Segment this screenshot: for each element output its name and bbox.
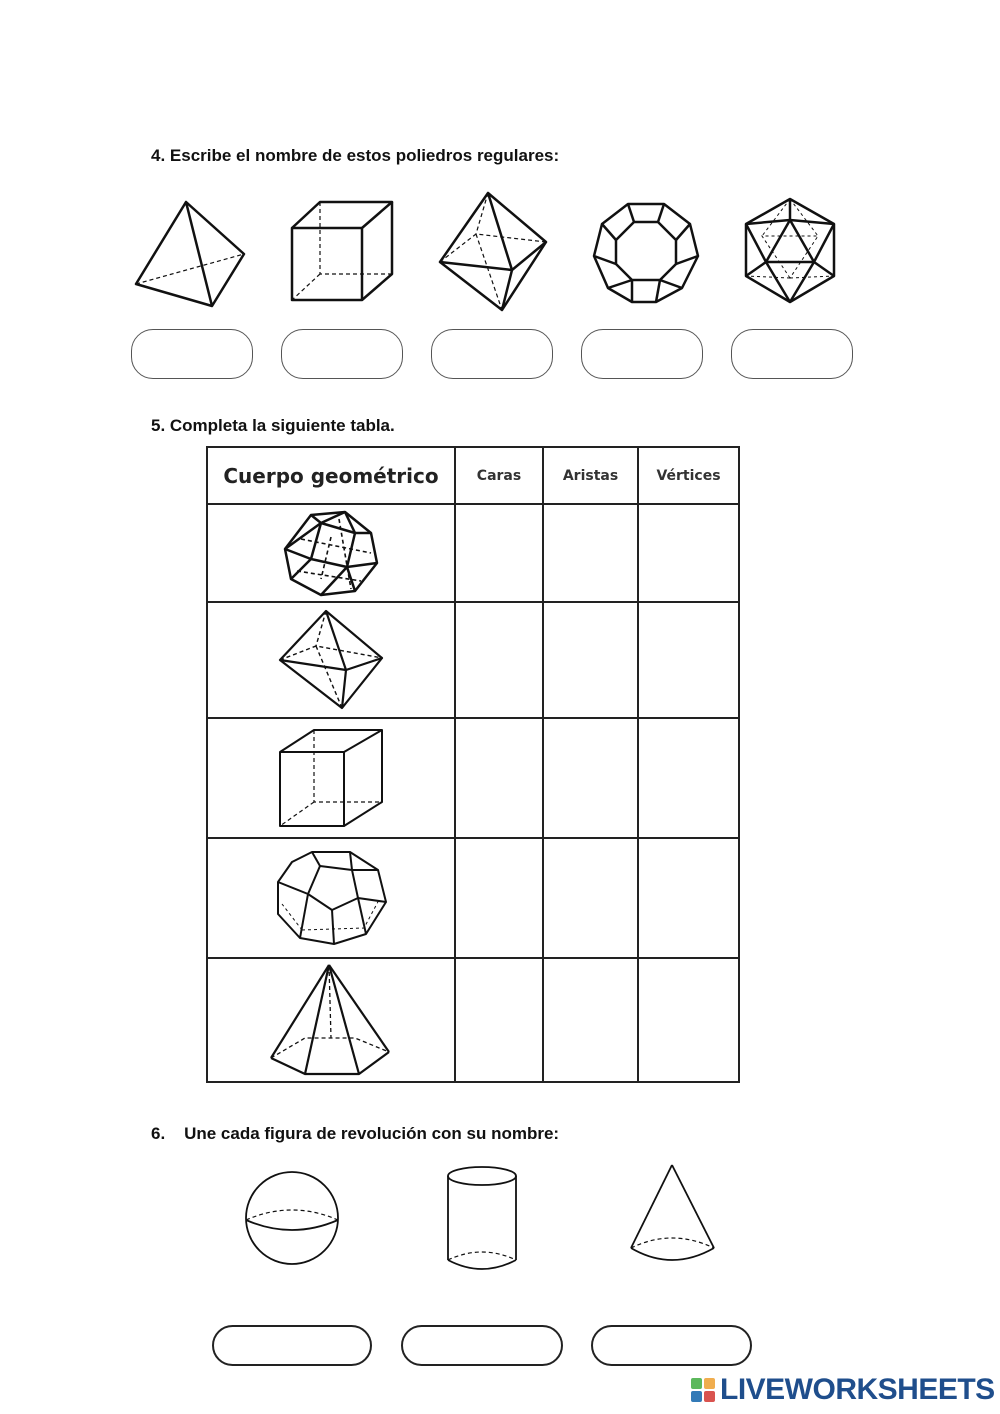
vertices-cell[interactable]: [638, 958, 739, 1082]
pentagonal-pyramid-icon: [269, 962, 393, 1078]
section-6-heading: 6. Une cada figura de revolución con su nombre:: [151, 1124, 560, 1143]
cone-icon: [628, 1162, 718, 1270]
revolution-answer-box-1[interactable]: [212, 1325, 372, 1366]
aristas-cell[interactable]: [543, 602, 638, 718]
table-row: [207, 838, 739, 958]
section-5-heading: 5. Completa la siguiente tabla.: [151, 416, 395, 435]
table-row: [207, 718, 739, 838]
shape-cell: [207, 958, 455, 1082]
caras-cell[interactable]: [455, 504, 543, 602]
revolution-answer-box-2[interactable]: [401, 1325, 563, 1366]
header-vertices: Vértices: [638, 447, 739, 504]
caras-cell[interactable]: [455, 958, 543, 1082]
answer-box-2[interactable]: [281, 329, 403, 379]
dodecahedron-icon: [590, 200, 702, 306]
shape-cell: [207, 838, 455, 958]
header-cuerpo-geometrico: Cuerpo geométrico: [207, 447, 455, 504]
vertices-cell[interactable]: [638, 602, 739, 718]
liveworksheets-brand: [690, 1372, 995, 1408]
table-row: [207, 602, 739, 718]
shape-cell: [207, 504, 455, 602]
octahedron-icon: [436, 190, 550, 314]
octahedron-icon: [276, 608, 386, 712]
dodecahedron-icon: [272, 848, 390, 948]
liveworksheets-logo-icon: [690, 1377, 716, 1403]
answer-box-4[interactable]: [581, 329, 703, 379]
aristas-cell[interactable]: [543, 958, 638, 1082]
vertices-cell[interactable]: [638, 718, 739, 838]
section-4-heading: 4. Escribe el nombre de estos poliedros regulares:: [151, 146, 560, 165]
tetrahedron-icon: [130, 198, 250, 310]
revolution-answer-box-3[interactable]: [591, 1325, 752, 1366]
brand-text: LIVEWORKSHEETS: [720, 1373, 995, 1406]
table-row: [207, 958, 739, 1082]
aristas-cell[interactable]: [543, 718, 638, 838]
properties-table: [206, 446, 740, 1083]
shape-cell: [207, 602, 455, 718]
vertices-cell[interactable]: [638, 838, 739, 958]
icosahedron-icon: [742, 196, 840, 306]
caras-cell[interactable]: [455, 838, 543, 958]
sphere-icon: [242, 1170, 342, 1266]
cube-icon: [276, 726, 386, 830]
aristas-cell[interactable]: [543, 504, 638, 602]
table-header-row: [207, 447, 739, 504]
caras-cell[interactable]: [455, 718, 543, 838]
table-row: [207, 504, 739, 602]
caras-cell[interactable]: [455, 602, 543, 718]
header-aristas: Aristas: [543, 447, 638, 504]
cylinder-icon: [444, 1164, 520, 1274]
icosahedron-icon: [281, 509, 381, 597]
header-caras: Caras: [455, 447, 543, 504]
shape-cell: [207, 718, 455, 838]
vertices-cell[interactable]: [638, 504, 739, 602]
cube-icon: [288, 198, 400, 306]
aristas-cell[interactable]: [543, 838, 638, 958]
answer-box-3[interactable]: [431, 329, 553, 379]
answer-box-5[interactable]: [731, 329, 853, 379]
answer-box-1[interactable]: [131, 329, 253, 379]
